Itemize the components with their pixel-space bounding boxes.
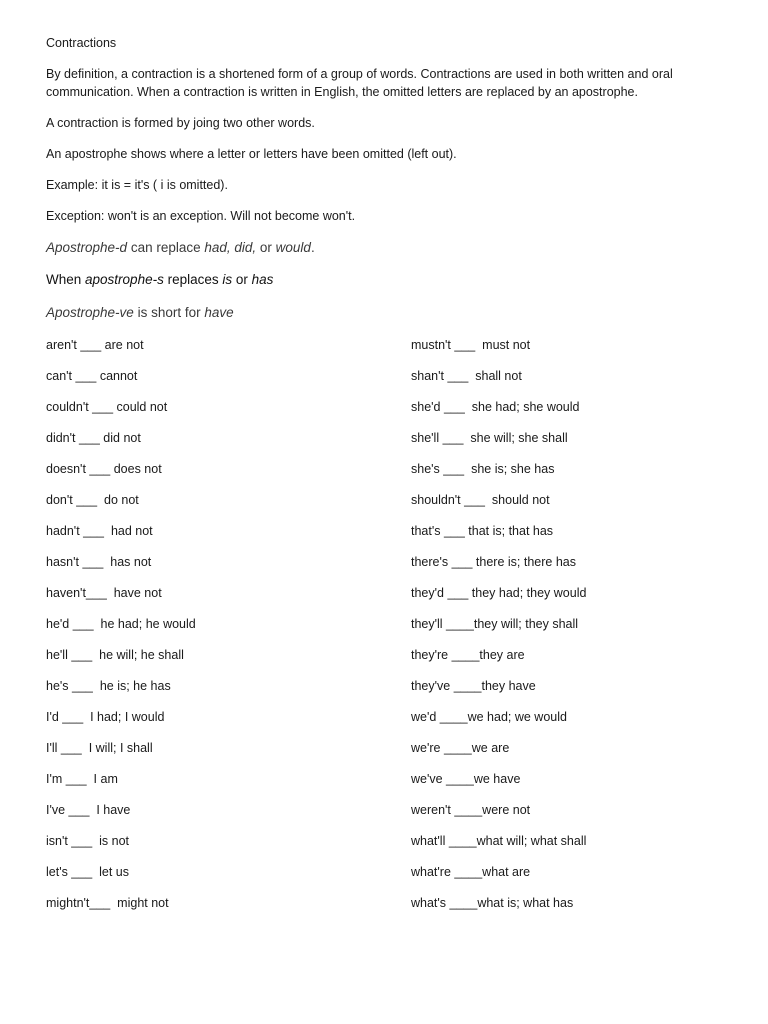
contraction-right-item: they're ____they are [411, 648, 525, 662]
contraction-right-item: shan't ___ shall not [411, 369, 522, 383]
contraction-right-item: we're ____we are [411, 741, 510, 755]
contraction-left-item: doesn't ___ does not [46, 462, 162, 476]
apostrophe-d-period: . [310, 240, 315, 255]
contraction-left-item: let's ___ let us [46, 865, 129, 879]
contraction-left-item: didn't ___ did not [46, 431, 141, 445]
contraction-left-item: I've ___ I have [46, 803, 131, 817]
contraction-left-item: hasn't ___ has not [46, 555, 152, 569]
contraction-right-item: they've ____they have [411, 679, 536, 693]
contraction-right-item: shouldn't ___ should not [411, 493, 550, 507]
contraction-right-item: there's ___ there is; there has [411, 555, 576, 569]
apostrophe-s-is: is [222, 272, 233, 287]
apostrophe-ve-have: have [204, 305, 234, 320]
contraction-right-item: what's ____what is; what has [411, 896, 574, 910]
contraction-right-item: they'd ___ they had; they would [411, 586, 587, 600]
contraction-left-item: hadn't ___ had not [46, 524, 153, 538]
contraction-right-item: what're ____what are [411, 865, 531, 879]
contraction-left-item: aren't ___ are not [46, 338, 144, 352]
contraction-left-item: he'd ___ he had; he would [46, 617, 196, 631]
contraction-left-item: I'm ___ I am [46, 772, 118, 786]
apostrophe-s-rule [46, 271, 273, 288]
contraction-right-item: what'll ____what will; what shall [411, 834, 587, 848]
contraction-left-item: mightn't___ might not [46, 896, 169, 910]
apostrophe-d-had-did: had, did, [204, 240, 257, 255]
contraction-left-item: I'd ___ I had; I would [46, 710, 165, 724]
contraction-left-item: couldn't ___ could not [46, 400, 168, 414]
apostrophe-s-term: apostrophe-s [85, 272, 164, 287]
apostrophe-d-term: Apostrophe-d [46, 240, 128, 255]
apostrophe-ve-rule [46, 304, 234, 321]
contraction-right-item: she'd ___ she had; she would [411, 400, 580, 414]
contraction-left-item: don't ___ do not [46, 493, 139, 507]
contraction-left-item: isn't ___ is not [46, 834, 129, 848]
apostrophe-d-or: or [256, 240, 276, 255]
contraction-right-item: that's ___ that is; that has [411, 524, 554, 538]
contraction-right-item: she's ___ she is; she has [411, 462, 555, 476]
intro-paragraph: By definition, a contraction is a shortened form of a group of words. Contractions are used in both written and oral communication. When a contraction is written in English, the omitted letters are replaced by an apostrophe. [46, 67, 673, 99]
document-title: Contractions [46, 36, 117, 50]
contraction-left-item: I'll ___ I will; I shall [46, 741, 153, 755]
contraction-right-item: we've ____we have [411, 772, 521, 786]
contraction-right-item: we'd ____we had; we would [411, 710, 567, 724]
contraction-left-item: haven't___ have not [46, 586, 162, 600]
contraction-left-item: he'll ___ he will; he shall [46, 648, 184, 662]
exception-sentence: Exception: won't is an exception. Will not become won't. [46, 209, 356, 223]
contraction-right-item: weren't ____were not [411, 803, 531, 817]
contraction-right-item: they'll ____they will; they shall [411, 617, 579, 631]
apostrophe-d-text: can replace [127, 240, 205, 255]
apostrophe-ve-term: Apostrophe-ve [46, 305, 134, 320]
apostrophe-s-when: When [46, 272, 86, 287]
apostrophe-s-or: or [232, 272, 252, 287]
contraction-left-item: he's ___ he is; he has [46, 679, 171, 693]
apostrophe-s-has: has [251, 272, 274, 287]
formed-sentence: A contraction is formed by joing two other words. [46, 116, 315, 130]
apostrophe-note: An apostrophe shows where a letter or letters have been omitted (left out). [46, 147, 457, 161]
contraction-right-item: mustn't ___ must not [411, 338, 531, 352]
contraction-right-item: she'll ___ she will; she shall [411, 431, 568, 445]
apostrophe-s-replaces: replaces [163, 272, 223, 287]
example-sentence: Example: it is = it's ( i is omitted). [46, 178, 228, 192]
contraction-left-item: can't ___ cannot [46, 369, 138, 383]
apostrophe-d-rule [46, 239, 315, 256]
apostrophe-ve-text: is short for [133, 305, 205, 320]
apostrophe-d-would: would [275, 240, 311, 255]
